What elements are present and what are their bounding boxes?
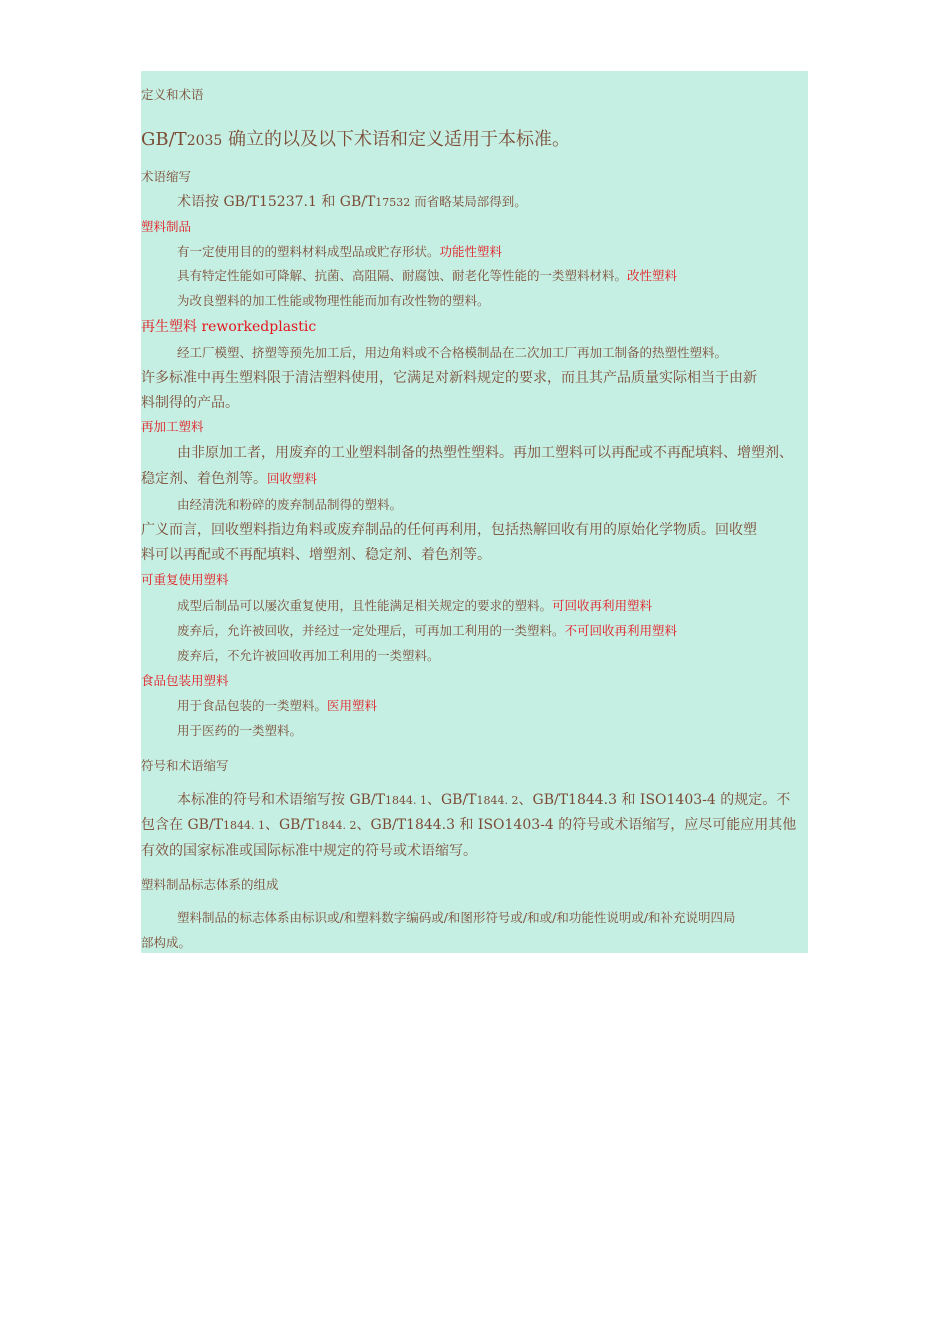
- definition-reclaimed-plastic-2b: 料可以再配或不再配填料、增塑剂、稳定剂、着色剂等。: [141, 547, 491, 563]
- definition-reprocessed-plastic-1: 由非原加工者，用废弃的工业塑料制备的热塑性塑料。再加工塑料可以再配或不再配填料、增塑剂、: [177, 445, 793, 461]
- marking-paragraph-2: 部构成。: [141, 935, 192, 950]
- definition-reusable-plastic: 成型后制品可以屡次重复使用，且性能满足相关规定的要求的塑料。可回收再利用塑料: [177, 598, 653, 613]
- definition-medical-plastic: 用于医药的一类塑料。: [177, 723, 303, 738]
- definition-reprocessed-plastic-2: 稳定剂、着色剂等。回收塑料: [141, 471, 318, 487]
- term-recycled-plastic: 再生塑料 reworkedplastic: [141, 319, 317, 335]
- abbreviation-paragraph: 术语按 GB/T15237.1 和 GB/T17532 而省略某局部得到。: [177, 194, 527, 210]
- heading-definitions: 定义和术语: [141, 87, 204, 102]
- term-nonrecyclable-plastic: 不可回收再利用塑料: [564, 623, 678, 638]
- term-modified-plastic: 改性塑料: [627, 268, 678, 283]
- term-functional-plastic: 功能性塑料: [439, 244, 503, 259]
- definition-recycled-plastic-2b: 料制得的产品。: [141, 395, 239, 411]
- definition-recycled-plastic-2a: 许多标准中再生塑料限于清洁塑料使用，它满足对新料规定的要求，而且其产品质量实际相当于由新: [141, 370, 757, 386]
- symbols-paragraph-3: 有效的国家标准或国际标准中规定的符号或术语缩写。: [141, 843, 477, 859]
- term-reprocessed-plastic: 再加工塑料: [141, 419, 204, 434]
- definition-recyclable-plastic: 废弃后，允许被回收，并经过一定处理后，可再加工利用的一类塑料。不可回收再利用塑料: [177, 623, 678, 638]
- definition-reclaimed-plastic-2a: 广义而言，回收塑料指边角料或废弃制品的任何再利用，包括热解回收有用的原始化学物质。回收塑: [141, 522, 757, 538]
- definition-nonrecyclable-plastic: 废弃后，不允许被回收再加工利用的一类塑料。: [177, 648, 440, 663]
- term-reclaimed-plastic: 回收塑料: [267, 471, 318, 486]
- definition-recycled-plastic-1: 经工厂模塑、挤塑等预先加工后，用边角料或不合格模制品在二次加工厂再加工制备的热塑性塑料。: [177, 345, 728, 360]
- definition-modified-plastic: 为改良塑料的加工性能或物理性能而加有改性物的塑料。: [177, 293, 490, 308]
- term-recyclable-plastic: 可回收再利用塑料: [552, 598, 653, 613]
- term-plastic-products: 塑料制品: [141, 219, 192, 234]
- term-food-packaging-plastic: 食品包装用塑料: [141, 673, 229, 688]
- symbols-paragraph-1: 本标准的符号和术语缩写按 GB/T1844. 1、GB/T1844. 2、GB/T1844.3 和 ISO1403-4 的规定。不: [177, 792, 791, 808]
- definition-plastic-products: 有一定使用目的的塑料材料成型品或贮存形状。功能性塑料: [177, 244, 503, 259]
- term-medical-plastic: 医用塑料: [327, 698, 378, 713]
- definition-food-packaging-plastic: 用于食品包装的一类塑料。医用塑料: [177, 698, 378, 713]
- intro-paragraph: GB/T2035 确立的以及以下术语和定义适用于本标准。: [141, 129, 571, 150]
- definition-reclaimed-plastic-1: 由经清洗和粉碎的废弃制品制得的塑料。: [177, 497, 403, 512]
- document-body: [141, 71, 808, 953]
- heading-marking-system: 塑料制品标志体系的组成: [141, 877, 279, 892]
- term-reusable-plastic: 可重复使用塑料: [141, 572, 229, 587]
- definition-functional-plastic: 具有特定性能如可降解、抗菌、高阻隔、耐腐蚀、耐老化等性能的一类塑料材料。改性塑料: [177, 268, 678, 283]
- symbols-paragraph-2: 包含在 GB/T1844. 1、GB/T1844. 2、GB/T1844.3 和 ISO1403-4 的符号或术语缩写，应尽可能应用其他: [141, 817, 797, 833]
- heading-abbreviations: 术语缩写: [141, 169, 192, 184]
- heading-symbols: 符号和术语缩写: [141, 758, 229, 773]
- marking-paragraph-1: 塑料制品的标志体系由标识或/和塑料数字编码或/和图形符号或/和或/和功能性说明或/和补充说明四局: [177, 910, 736, 925]
